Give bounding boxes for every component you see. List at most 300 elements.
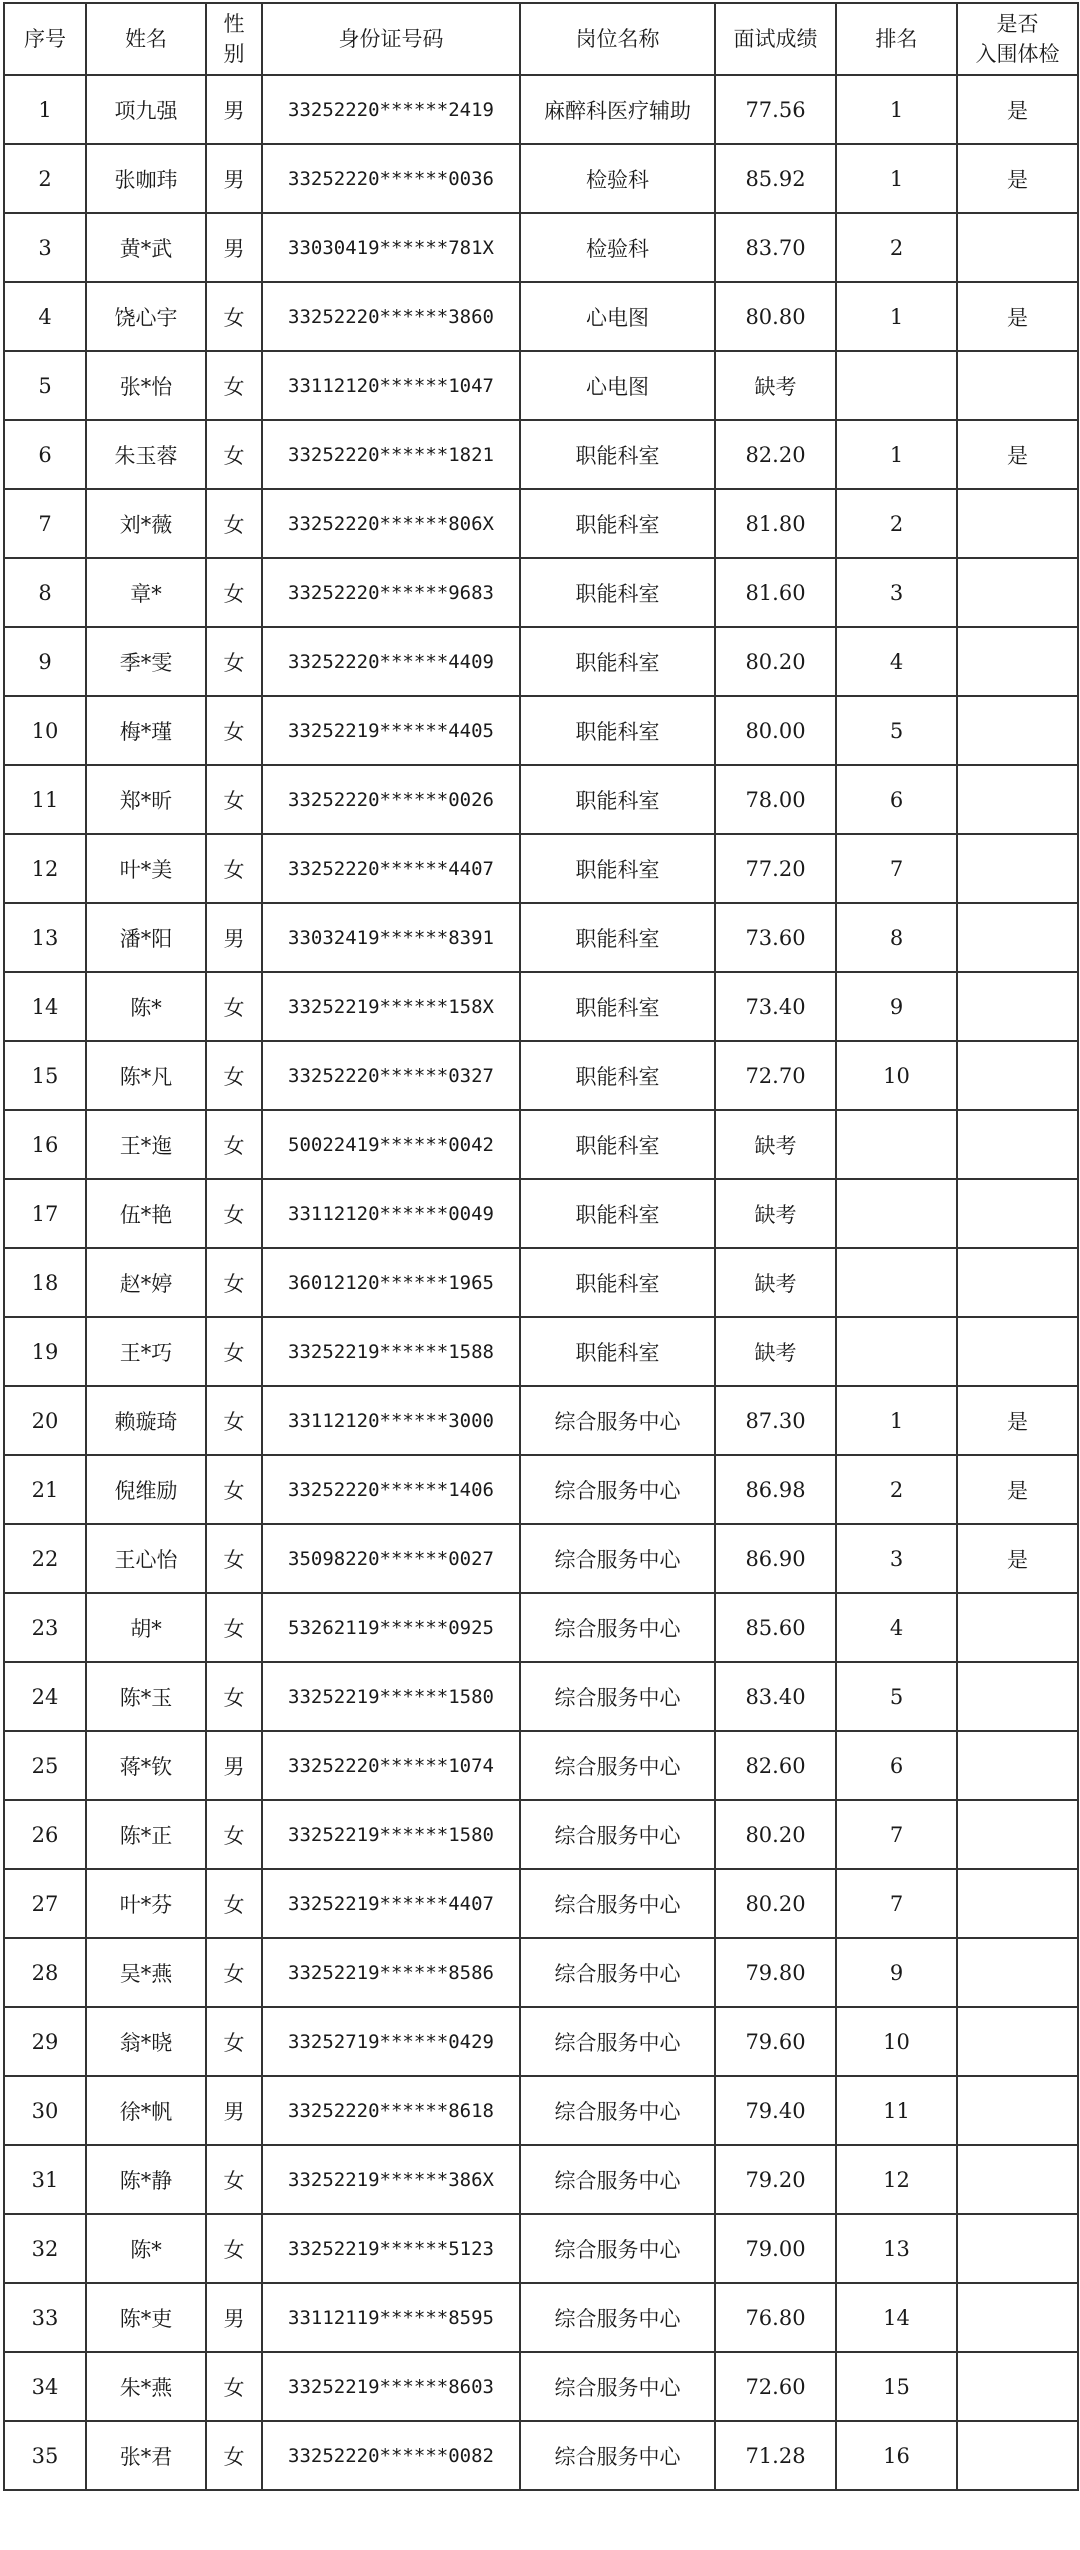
cell-name: 吴*燕 <box>86 1938 206 2007</box>
cell-post: 综合服务中心 <box>520 2214 715 2283</box>
cell-id: 35098220******0027 <box>262 1524 520 1593</box>
cell-no: 30 <box>4 2076 86 2145</box>
cell-post: 职能科室 <box>520 558 715 627</box>
cell-sex: 女 <box>206 1593 262 1662</box>
table-row <box>4 282 1078 351</box>
cell-rank: 11 <box>836 2076 957 2145</box>
cell-sex: 女 <box>206 1110 262 1179</box>
cell-sex: 男 <box>206 213 262 282</box>
table-row <box>4 972 1078 1041</box>
cell-sex: 女 <box>206 2352 262 2421</box>
cell-sex: 女 <box>206 1524 262 1593</box>
cell-post: 职能科室 <box>520 1317 715 1386</box>
cell-pass <box>957 765 1078 834</box>
cell-post: 职能科室 <box>520 1179 715 1248</box>
cell-rank: 7 <box>836 1869 957 1938</box>
cell-rank <box>836 1110 957 1179</box>
cell-pass: 是 <box>957 282 1078 351</box>
cell-rank: 2 <box>836 489 957 558</box>
cell-rank: 6 <box>836 1731 957 1800</box>
header-sex-line2: 别 <box>223 42 245 66</box>
cell-name: 叶*美 <box>86 834 206 903</box>
cell-no: 12 <box>4 834 86 903</box>
cell-score: 87.30 <box>715 1386 836 1455</box>
table-body <box>4 75 1078 2490</box>
cell-rank: 13 <box>836 2214 957 2283</box>
cell-no: 34 <box>4 2352 86 2421</box>
cell-score: 82.20 <box>715 420 836 489</box>
cell-sex: 男 <box>206 2283 262 2352</box>
cell-name: 黄*武 <box>86 213 206 282</box>
cell-id: 33252220******1406 <box>262 1455 520 1524</box>
cell-pass <box>957 2007 1078 2076</box>
table-row <box>4 144 1078 213</box>
cell-id: 36012120******1965 <box>262 1248 520 1317</box>
cell-post: 职能科室 <box>520 834 715 903</box>
cell-post: 检验科 <box>520 144 715 213</box>
cell-id: 50022419******0042 <box>262 1110 520 1179</box>
cell-sex: 女 <box>206 972 262 1041</box>
cell-name: 陈*凡 <box>86 1041 206 1110</box>
cell-score: 缺考 <box>715 1179 836 1248</box>
cell-rank: 15 <box>836 2352 957 2421</box>
cell-no: 31 <box>4 2145 86 2214</box>
cell-sex: 女 <box>206 2214 262 2283</box>
table-row <box>4 765 1078 834</box>
cell-name: 梅*瑾 <box>86 696 206 765</box>
cell-sex: 女 <box>206 2145 262 2214</box>
header-rank: 排名 <box>836 3 957 75</box>
results-sheet <box>3 2 1077 2491</box>
cell-name: 朱*燕 <box>86 2352 206 2421</box>
cell-rank: 9 <box>836 1938 957 2007</box>
cell-no: 13 <box>4 903 86 972</box>
results-table <box>3 2 1079 2491</box>
table-row <box>4 489 1078 558</box>
cell-id: 33252719******0429 <box>262 2007 520 2076</box>
cell-rank <box>836 1248 957 1317</box>
cell-id: 33252219******1588 <box>262 1317 520 1386</box>
table-row <box>4 75 1078 144</box>
cell-rank: 7 <box>836 1800 957 1869</box>
table-row <box>4 1938 1078 2007</box>
table-row <box>4 351 1078 420</box>
cell-score: 80.80 <box>715 282 836 351</box>
table-row <box>4 1110 1078 1179</box>
cell-no: 28 <box>4 1938 86 2007</box>
cell-no: 29 <box>4 2007 86 2076</box>
table-row <box>4 2283 1078 2352</box>
cell-pass <box>957 351 1078 420</box>
cell-score: 85.60 <box>715 1593 836 1662</box>
cell-pass <box>957 2214 1078 2283</box>
cell-pass <box>957 1110 1078 1179</box>
cell-no: 32 <box>4 2214 86 2283</box>
cell-name: 张*君 <box>86 2421 206 2490</box>
cell-pass: 是 <box>957 420 1078 489</box>
table-row <box>4 1731 1078 1800</box>
cell-score: 85.92 <box>715 144 836 213</box>
cell-name: 倪维励 <box>86 1455 206 1524</box>
cell-no: 7 <box>4 489 86 558</box>
cell-score: 72.60 <box>715 2352 836 2421</box>
cell-name: 陈* <box>86 972 206 1041</box>
cell-id: 33032419******8391 <box>262 903 520 972</box>
cell-pass <box>957 1041 1078 1110</box>
cell-no: 2 <box>4 144 86 213</box>
cell-post: 职能科室 <box>520 1248 715 1317</box>
cell-sex: 女 <box>206 1248 262 1317</box>
cell-id: 33252219******8603 <box>262 2352 520 2421</box>
cell-id: 33252220******4407 <box>262 834 520 903</box>
cell-score: 79.60 <box>715 2007 836 2076</box>
cell-score: 78.00 <box>715 765 836 834</box>
cell-post: 综合服务中心 <box>520 2352 715 2421</box>
cell-post: 职能科室 <box>520 489 715 558</box>
cell-score: 81.80 <box>715 489 836 558</box>
cell-score: 79.00 <box>715 2214 836 2283</box>
table-row <box>4 1248 1078 1317</box>
cell-no: 10 <box>4 696 86 765</box>
cell-post: 职能科室 <box>520 972 715 1041</box>
cell-post: 综合服务中心 <box>520 2145 715 2214</box>
cell-no: 26 <box>4 1800 86 1869</box>
cell-rank: 1 <box>836 75 957 144</box>
cell-sex: 女 <box>206 489 262 558</box>
header-sex-line1: 性 <box>223 12 245 36</box>
header-pass-line1: 是否 <box>996 12 1039 36</box>
cell-rank: 10 <box>836 2007 957 2076</box>
cell-rank: 12 <box>836 2145 957 2214</box>
cell-rank: 1 <box>836 282 957 351</box>
cell-score: 缺考 <box>715 1317 836 1386</box>
cell-rank: 1 <box>836 1386 957 1455</box>
cell-pass <box>957 1662 1078 1731</box>
cell-name: 张*怡 <box>86 351 206 420</box>
cell-pass <box>957 834 1078 903</box>
cell-id: 33252219******158X <box>262 972 520 1041</box>
table-row <box>4 2076 1078 2145</box>
cell-name: 叶*芬 <box>86 1869 206 1938</box>
cell-pass <box>957 1800 1078 1869</box>
cell-pass <box>957 1179 1078 1248</box>
cell-post: 职能科室 <box>520 765 715 834</box>
cell-no: 3 <box>4 213 86 282</box>
cell-sex: 女 <box>206 351 262 420</box>
cell-score: 73.60 <box>715 903 836 972</box>
cell-post: 职能科室 <box>520 627 715 696</box>
cell-post: 综合服务中心 <box>520 1593 715 1662</box>
cell-name: 胡* <box>86 1593 206 1662</box>
cell-rank: 1 <box>836 420 957 489</box>
cell-rank: 6 <box>836 765 957 834</box>
cell-post: 职能科室 <box>520 420 715 489</box>
cell-post: 综合服务中心 <box>520 1938 715 2007</box>
cell-score: 77.56 <box>715 75 836 144</box>
cell-name: 陈*吏 <box>86 2283 206 2352</box>
header-sex <box>206 3 262 75</box>
cell-no: 19 <box>4 1317 86 1386</box>
cell-rank: 7 <box>836 834 957 903</box>
cell-id: 33252219******4407 <box>262 1869 520 1938</box>
cell-name: 蒋*钦 <box>86 1731 206 1800</box>
cell-id: 33252220******1821 <box>262 420 520 489</box>
cell-rank: 3 <box>836 1524 957 1593</box>
header-score: 面试成绩 <box>715 3 836 75</box>
header-pass-line2: 入围体检 <box>975 42 1060 66</box>
cell-post: 综合服务中心 <box>520 2421 715 2490</box>
cell-id: 33252219******4405 <box>262 696 520 765</box>
cell-score: 80.20 <box>715 627 836 696</box>
cell-rank: 14 <box>836 2283 957 2352</box>
cell-sex: 男 <box>206 903 262 972</box>
cell-rank: 10 <box>836 1041 957 1110</box>
cell-score: 73.40 <box>715 972 836 1041</box>
cell-name: 陈* <box>86 2214 206 2283</box>
cell-rank: 16 <box>836 2421 957 2490</box>
table-row <box>4 1317 1078 1386</box>
cell-post: 综合服务中心 <box>520 2007 715 2076</box>
cell-rank: 4 <box>836 1593 957 1662</box>
table-row <box>4 2352 1078 2421</box>
cell-no: 17 <box>4 1179 86 1248</box>
cell-post: 心电图 <box>520 282 715 351</box>
cell-no: 8 <box>4 558 86 627</box>
cell-no: 9 <box>4 627 86 696</box>
cell-no: 11 <box>4 765 86 834</box>
cell-name: 章* <box>86 558 206 627</box>
cell-no: 1 <box>4 75 86 144</box>
cell-id: 33252220******1074 <box>262 1731 520 1800</box>
cell-id: 33252220******2419 <box>262 75 520 144</box>
cell-sex: 男 <box>206 144 262 213</box>
cell-no: 20 <box>4 1386 86 1455</box>
cell-name: 伍*艳 <box>86 1179 206 1248</box>
cell-no: 18 <box>4 1248 86 1317</box>
cell-id: 33252220******0327 <box>262 1041 520 1110</box>
cell-pass <box>957 2352 1078 2421</box>
table-row <box>4 696 1078 765</box>
cell-rank: 5 <box>836 696 957 765</box>
table-row <box>4 834 1078 903</box>
header-no: 序号 <box>4 3 86 75</box>
header-pass <box>957 3 1078 75</box>
header-post: 岗位名称 <box>520 3 715 75</box>
cell-name: 朱玉蓉 <box>86 420 206 489</box>
cell-name: 王*巧 <box>86 1317 206 1386</box>
cell-score: 81.60 <box>715 558 836 627</box>
cell-name: 徐*帆 <box>86 2076 206 2145</box>
cell-sex: 女 <box>206 2007 262 2076</box>
table-row <box>4 1662 1078 1731</box>
cell-id: 33252220******0026 <box>262 765 520 834</box>
cell-score: 76.80 <box>715 2283 836 2352</box>
cell-rank: 4 <box>836 627 957 696</box>
cell-post: 综合服务中心 <box>520 1662 715 1731</box>
cell-id: 33030419******781X <box>262 213 520 282</box>
cell-sex: 女 <box>206 1869 262 1938</box>
cell-id: 33252220******806X <box>262 489 520 558</box>
table-row <box>4 2214 1078 2283</box>
cell-sex: 女 <box>206 1041 262 1110</box>
cell-sex: 女 <box>206 420 262 489</box>
cell-score: 71.28 <box>715 2421 836 2490</box>
cell-pass <box>957 972 1078 1041</box>
cell-post: 检验科 <box>520 213 715 282</box>
cell-sex: 女 <box>206 627 262 696</box>
cell-score: 77.20 <box>715 834 836 903</box>
table-row <box>4 1869 1078 1938</box>
cell-id: 33252220******0082 <box>262 2421 520 2490</box>
table-row <box>4 1455 1078 1524</box>
cell-id: 33252220******8618 <box>262 2076 520 2145</box>
cell-pass <box>957 1869 1078 1938</box>
table-row <box>4 1041 1078 1110</box>
table-row <box>4 1524 1078 1593</box>
cell-score: 缺考 <box>715 351 836 420</box>
cell-pass <box>957 1593 1078 1662</box>
table-row <box>4 627 1078 696</box>
cell-id: 33252220******3860 <box>262 282 520 351</box>
cell-rank: 2 <box>836 1455 957 1524</box>
cell-name: 陈*正 <box>86 1800 206 1869</box>
cell-id: 33252219******1580 <box>262 1662 520 1731</box>
cell-pass: 是 <box>957 144 1078 213</box>
cell-sex: 女 <box>206 1179 262 1248</box>
cell-no: 22 <box>4 1524 86 1593</box>
cell-sex: 女 <box>206 765 262 834</box>
cell-post: 综合服务中心 <box>520 1869 715 1938</box>
cell-no: 21 <box>4 1455 86 1524</box>
cell-rank: 9 <box>836 972 957 1041</box>
cell-no: 27 <box>4 1869 86 1938</box>
cell-name: 郑*昕 <box>86 765 206 834</box>
table-row <box>4 558 1078 627</box>
cell-pass <box>957 2421 1078 2490</box>
cell-name: 饶心宇 <box>86 282 206 351</box>
cell-sex: 男 <box>206 1731 262 1800</box>
header-id: 身份证号码 <box>262 3 520 75</box>
cell-post: 职能科室 <box>520 1041 715 1110</box>
cell-score: 80.00 <box>715 696 836 765</box>
table-row <box>4 1386 1078 1455</box>
table-row <box>4 1593 1078 1662</box>
table-row <box>4 2145 1078 2214</box>
cell-score: 79.80 <box>715 1938 836 2007</box>
table-row <box>4 903 1078 972</box>
cell-post: 职能科室 <box>520 696 715 765</box>
cell-score: 80.20 <box>715 1800 836 1869</box>
cell-score: 83.40 <box>715 1662 836 1731</box>
cell-post: 综合服务中心 <box>520 1731 715 1800</box>
cell-score: 72.70 <box>715 1041 836 1110</box>
header-row <box>4 3 1078 75</box>
cell-id: 33252220******9683 <box>262 558 520 627</box>
cell-name: 赖璇琦 <box>86 1386 206 1455</box>
cell-id: 33112120******0049 <box>262 1179 520 1248</box>
cell-pass <box>957 1731 1078 1800</box>
cell-pass <box>957 1317 1078 1386</box>
cell-no: 5 <box>4 351 86 420</box>
cell-post: 职能科室 <box>520 1110 715 1179</box>
cell-sex: 女 <box>206 696 262 765</box>
cell-score: 82.60 <box>715 1731 836 1800</box>
cell-name: 潘*阳 <box>86 903 206 972</box>
header-name: 姓名 <box>86 3 206 75</box>
cell-post: 麻醉科医疗辅助 <box>520 75 715 144</box>
cell-score: 86.90 <box>715 1524 836 1593</box>
cell-pass <box>957 903 1078 972</box>
cell-score: 80.20 <box>715 1869 836 1938</box>
cell-no: 25 <box>4 1731 86 1800</box>
cell-pass <box>957 1938 1078 2007</box>
cell-pass: 是 <box>957 1455 1078 1524</box>
cell-score: 缺考 <box>715 1248 836 1317</box>
cell-pass <box>957 2283 1078 2352</box>
table-row <box>4 2007 1078 2076</box>
cell-no: 23 <box>4 1593 86 1662</box>
cell-id: 33252219******1580 <box>262 1800 520 1869</box>
table-row <box>4 1179 1078 1248</box>
cell-id: 33252220******0036 <box>262 144 520 213</box>
cell-pass <box>957 213 1078 282</box>
cell-pass <box>957 696 1078 765</box>
cell-sex: 女 <box>206 2421 262 2490</box>
cell-id: 33252219******386X <box>262 2145 520 2214</box>
cell-id: 33252219******5123 <box>262 2214 520 2283</box>
cell-post: 综合服务中心 <box>520 1800 715 1869</box>
cell-rank <box>836 1317 957 1386</box>
cell-name: 张咖玮 <box>86 144 206 213</box>
table-row <box>4 2421 1078 2490</box>
cell-score: 79.40 <box>715 2076 836 2145</box>
cell-no: 16 <box>4 1110 86 1179</box>
cell-pass <box>957 489 1078 558</box>
cell-post: 综合服务中心 <box>520 1455 715 1524</box>
cell-score: 86.98 <box>715 1455 836 1524</box>
cell-sex: 女 <box>206 1662 262 1731</box>
cell-score: 83.70 <box>715 213 836 282</box>
cell-score: 79.20 <box>715 2145 836 2214</box>
cell-name: 季*雯 <box>86 627 206 696</box>
cell-rank <box>836 1179 957 1248</box>
cell-id: 33252219******8586 <box>262 1938 520 2007</box>
table-header <box>4 3 1078 75</box>
cell-no: 14 <box>4 972 86 1041</box>
cell-sex: 女 <box>206 1800 262 1869</box>
cell-name: 陈*静 <box>86 2145 206 2214</box>
cell-rank: 1 <box>836 144 957 213</box>
cell-pass: 是 <box>957 1524 1078 1593</box>
table-row <box>4 420 1078 489</box>
cell-score: 缺考 <box>715 1110 836 1179</box>
cell-pass <box>957 1248 1078 1317</box>
cell-rank <box>836 351 957 420</box>
cell-rank: 3 <box>836 558 957 627</box>
cell-no: 35 <box>4 2421 86 2490</box>
table-row <box>4 213 1078 282</box>
cell-id: 33112120******3000 <box>262 1386 520 1455</box>
cell-sex: 女 <box>206 1455 262 1524</box>
cell-sex: 女 <box>206 282 262 351</box>
cell-name: 王心怡 <box>86 1524 206 1593</box>
cell-pass <box>957 2145 1078 2214</box>
cell-id: 33112119******8595 <box>262 2283 520 2352</box>
cell-sex: 男 <box>206 2076 262 2145</box>
cell-pass <box>957 2076 1078 2145</box>
cell-post: 综合服务中心 <box>520 2076 715 2145</box>
cell-no: 15 <box>4 1041 86 1110</box>
